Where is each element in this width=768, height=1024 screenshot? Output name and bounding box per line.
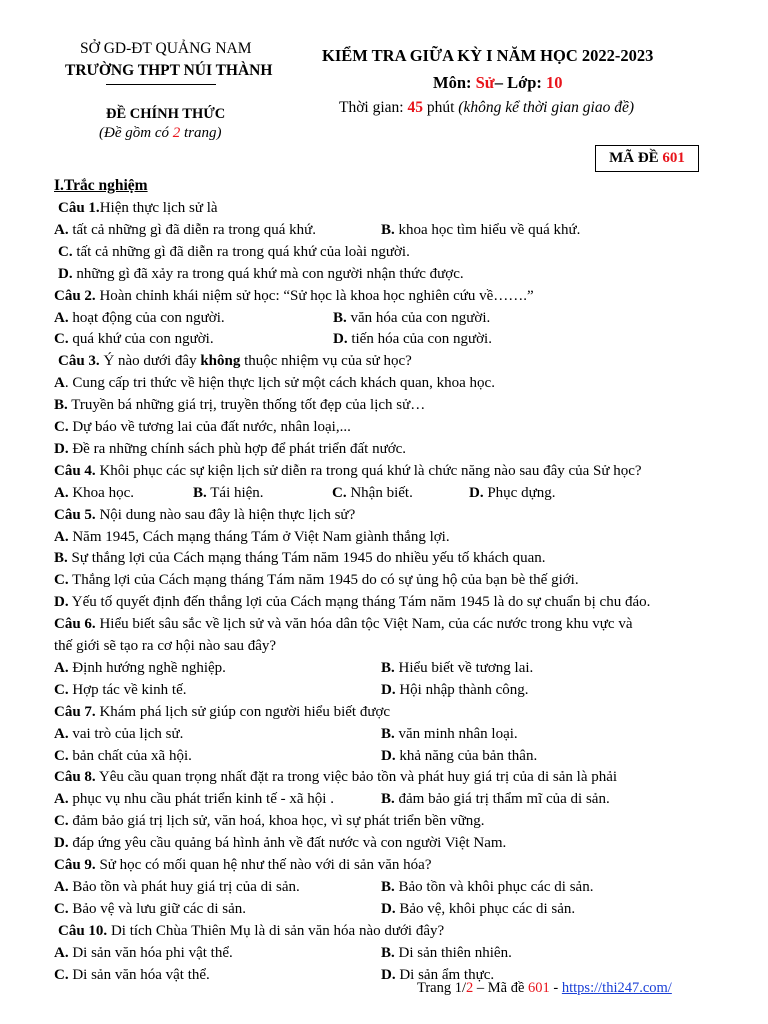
answer-option [54,222,316,238]
school-underline [106,84,216,85]
page-count-post: trang) [180,125,222,141]
answer-letter: D. [54,594,69,610]
question-stem [54,506,355,524]
footer-code: 601 [528,980,550,996]
question-text: Khám phá lịch sử giúp con người hiểu biết được [95,704,391,720]
answer-letter: B. [381,726,395,742]
answer-option [381,681,528,699]
answer-text: Định hướng nghề nghiệp. [68,660,226,676]
answer-row [54,725,183,743]
answer-text: tất cả những gì đã diễn ra trong quá khứ. [68,222,317,238]
answer-letter: A. [54,791,69,807]
answer-text: tiến hóa của con người. [347,331,492,347]
answer-letter: D. [381,748,396,764]
answer-text: Bảo vệ và lưu giữ các di sản. [68,901,247,917]
answer-letter: B. [193,485,207,501]
footer-page-total: 2 [466,980,474,996]
answer-text: Hội nhập thành công. [395,682,529,698]
answer-option [54,550,546,566]
answer-row [54,528,450,546]
page-count-pre: (Đề gồm có [99,125,173,141]
question-keyword: không [200,353,241,369]
question-number: Câu 4. [54,463,96,479]
question-number: Câu 7. [54,704,96,720]
answer-option [54,791,334,807]
question-number: Câu 3. [58,353,100,369]
question-text: Nội dung nào sau đây là hiện thực lịch sử? [95,507,356,523]
answer-text: quá khứ của con người. [68,331,214,347]
answer-row [58,243,410,261]
subject-label: Môn: [433,73,476,92]
answer-letter: B. [381,879,395,895]
answer-option [381,725,518,743]
answer-row [54,681,187,699]
answer-row [54,418,351,436]
answer-option [54,331,214,347]
question-stem [58,199,218,217]
answer-letter: B. [54,397,68,413]
answer-option [54,397,425,413]
question-number: Câu 8. [54,769,96,785]
answer-text: Nhận biết. [346,485,413,501]
question-text: Yêu cầu quan trọng nhất đặt ra trong việc bảo tồn và phát huy giá trị của di sản là phải [95,769,618,785]
answer-option [381,659,533,677]
answer-option [54,485,134,501]
answer-option [193,484,264,502]
answer-letter: A [54,375,65,391]
answer-option [469,484,555,502]
question-text: Hiện thực lịch sử là [99,200,218,216]
answer-option [333,330,492,348]
answer-text: tất cả những gì đã diễn ra trong quá khứ của loài người. [72,244,410,260]
page-count-note [99,125,221,142]
answer-option [54,441,406,457]
question-text: Hoàn chỉnh khái niệm sử học: “Sử học là khoa học nghiên cứu về…….” [95,288,534,304]
answer-option [54,945,233,961]
answer-option [381,944,512,962]
question-number: Câu 2. [54,288,96,304]
answer-text: . Cung cấp tri thức về hiện thực lịch sử một cách khách quan, khoa học. [64,375,495,391]
answer-row [54,396,425,414]
answer-option [58,266,464,282]
subject-value: Sử [475,73,495,92]
school-name: TRƯỜNG THPT NÚI THÀNH [65,62,273,79]
answer-row [54,309,225,327]
answer-option [54,419,351,435]
answer-text: Bảo tồn và khôi phục các di sản. [394,879,594,895]
answer-text: Di sản văn hóa vật thể. [68,967,210,983]
question-number: Câu 1. [58,200,100,216]
answer-letter: D. [58,266,73,282]
exam-code-value: 601 [662,150,685,166]
answer-text: Tái hiện. [206,485,264,501]
answer-letter: B. [381,945,395,961]
answer-letter: D. [381,682,396,698]
answer-row [54,571,579,589]
answer-letter: D. [381,901,396,917]
answer-letter: A. [54,222,69,238]
answer-letter: B. [381,791,395,807]
answer-option [381,900,575,918]
question-text: Ý nào dưới đây [99,353,201,369]
question-text: Sử học có mối quan hệ như thế nào với di sản văn hóa? [95,857,432,873]
question-stem [54,615,633,633]
answer-row [54,374,495,392]
answer-letter: B. [381,660,395,676]
answer-letter: A. [54,660,69,676]
question-stem [54,462,642,480]
answer-row [54,330,214,348]
question-number: Câu 5. [54,507,96,523]
answer-option [381,221,580,239]
answer-row [54,834,506,852]
answer-letter: A. [54,945,69,961]
answer-letter: B. [54,550,68,566]
subject-line [433,73,563,93]
answer-text: Hiểu biết về tương lai. [394,660,534,676]
question-stem [58,922,444,940]
answer-option [54,529,450,545]
question-text: Hiểu biết sâu sắc về lịch sử và văn hóa dân tộc Việt Nam, của các nước trong khu vực và [95,616,633,632]
answer-text: Dự báo về tương lai của đất nước, nhân loại,... [68,419,351,435]
answer-option [54,748,192,764]
answer-option [54,682,187,698]
answer-option [381,790,610,808]
answer-text: Hợp tác về kinh tế. [68,682,187,698]
answer-option [381,747,537,765]
question-stem [54,287,534,305]
answer-text: vai trò của lịch sử. [68,726,184,742]
answer-letter: A. [54,879,69,895]
answer-row [54,900,246,918]
answer-row [58,265,464,283]
grade-value: 10 [546,73,563,92]
answer-option [54,594,650,610]
answer-text: Đề ra những chính sách phù hợp để phát triển đất nước. [68,441,407,457]
answer-text: Di sản ẩm thực. [395,967,495,983]
answer-letter: D. [54,835,69,851]
question-stem [54,856,431,874]
footer-mid: – Mã đề [473,980,529,996]
time-value: 45 [407,99,423,116]
exam-code-box [595,145,699,172]
answer-letter: A. [54,310,69,326]
answer-text: khả năng của bản thân. [395,748,538,764]
question-number: Câu 10. [58,923,108,939]
department-name: SỞ GD-ĐT QUẢNG NAM [80,40,252,57]
answer-text: Phục dựng. [483,485,556,501]
answer-option [54,572,579,588]
footer-page-pre: Trang 1/ [417,980,467,996]
time-unit: phút [422,99,459,116]
answer-row [54,747,192,765]
answer-letter: C. [58,244,73,260]
answer-text: văn minh nhân loại. [394,726,518,742]
answer-letter: C. [54,901,69,917]
answer-text: khoa học tìm hiểu về quá khứ. [394,222,581,238]
answer-row [54,593,650,611]
footer-link[interactable]: https://thi247.com/ [561,980,672,996]
answer-letter: C. [54,967,69,983]
answer-letter: A. [54,726,69,742]
answer-text: đảm bảo giá trị thẩm mĩ của di sản. [394,791,610,807]
answer-letter: B. [381,222,395,238]
answer-letter: D. [381,967,396,983]
answer-text: Di sản thiên nhiên. [394,945,512,961]
answer-row [54,440,406,458]
answer-option [54,660,226,676]
answer-text: Bảo tồn và phát huy giá trị của di sản. [68,879,300,895]
answer-text: Khoa học. [68,485,134,501]
answer-letter: C. [54,572,69,588]
answer-letter: D. [333,331,348,347]
answer-text: Truyền bá những giá trị, truyền thống tốt đẹp của lịch sử… [67,397,426,413]
answer-row [54,966,210,984]
answer-text: những gì đã xảy ra trong quá khứ mà con người nhận thức được. [72,266,464,282]
question-text: thế giới sẽ tạo ra cơ hội nào sau đây? [54,638,277,654]
time-line [339,99,634,117]
answer-option [54,901,246,917]
question-number: Câu 6. [54,616,96,632]
answer-row [54,659,226,677]
answer-text: Bảo vệ, khôi phục các di sản. [395,901,576,917]
question-stem [54,703,390,721]
answer-letter: C. [332,485,347,501]
answer-letter: D. [54,441,69,457]
answer-letter: D. [469,485,484,501]
answer-letter: C. [54,748,69,764]
question-number: Câu 9. [54,857,96,873]
answer-option [54,835,506,851]
answer-row [54,944,233,962]
page-count-number: 2 [172,125,181,141]
question-text: Di tích Chùa Thiên Mụ là di sản văn hóa nào dưới đây? [107,923,445,939]
question-text: Khôi phục các sự kiện lịch sử diễn ra trong quá khứ là chức năng nào sau đây của Sử học? [95,463,642,479]
answer-option [332,484,413,502]
answer-text: Thắng lợi của Cách mạng tháng Tám năm 1945 do có sự ủng hộ của bạn bè thế giới. [68,572,579,588]
question-stem [58,352,412,370]
answer-row [54,812,485,830]
footer-sep: - [549,980,562,996]
time-label: Thời gian: [339,99,408,116]
answer-option [54,726,183,742]
answer-text: Sự thắng lợi của Cách mạng tháng Tám năm 1945 do nhiều yếu tố khách quan. [67,550,546,566]
answer-option [54,310,225,326]
answer-option [54,879,300,895]
answer-text: đảm bảo giá trị lịch sử, văn hoá, khoa học, vì sự phát triển bền vững. [68,813,485,829]
answer-text: Năm 1945, Cách mạng tháng Tám ở Việt Nam giành thắng lợi. [68,529,450,545]
answer-option [54,813,485,829]
answer-letter: B. [333,310,347,326]
answer-text: hoạt động của con người. [68,310,225,326]
grade-label: – Lớp: [494,73,547,92]
exam-code-label: MÃ ĐỀ [609,150,663,166]
official-label: ĐỀ CHÍNH THỨC [106,106,226,122]
answer-option [381,878,593,896]
question-text: thuộc nhiệm vụ của sử học? [240,353,412,369]
question-stem [54,768,617,786]
answer-option [58,244,410,260]
answer-row [54,878,300,896]
answer-option [54,967,210,983]
answer-letter: C. [54,682,69,698]
exam-title: KIỂM TRA GIỮA KỲ I NĂM HỌC 2022-2023 [322,46,654,65]
answer-row [54,549,546,567]
answer-row [54,221,316,239]
answer-letter: A. [54,485,69,501]
answer-text: văn hóa của con người. [346,310,491,326]
answer-text: bản chất của xã hội. [68,748,192,764]
answer-row [54,484,134,502]
answer-letter: C. [54,331,69,347]
answer-text: phục vụ nhu cầu phát triển kinh tế - xã hội . [68,791,334,807]
time-note: (không kể thời gian giao đề) [458,99,634,116]
answer-letter: A. [54,529,69,545]
section-title: I.Trắc nghiệm [54,177,148,194]
answer-option [333,309,490,327]
answer-row [54,790,334,808]
answer-letter: C. [54,813,69,829]
answer-option [54,375,495,391]
answer-text: Di sản văn hóa phi vật thể. [68,945,233,961]
answer-text: đáp ứng yêu cầu quảng bá hình ảnh về đất nước và con người Việt Nam. [68,835,507,851]
page-footer [417,980,672,997]
question-continuation [54,637,276,655]
answer-letter: C. [54,419,69,435]
answer-text: Yếu tố quyết định đến thắng lợi của Cách mạng tháng Tám năm 1945 là do sự chuẩn bị chu đáo. [68,594,651,610]
